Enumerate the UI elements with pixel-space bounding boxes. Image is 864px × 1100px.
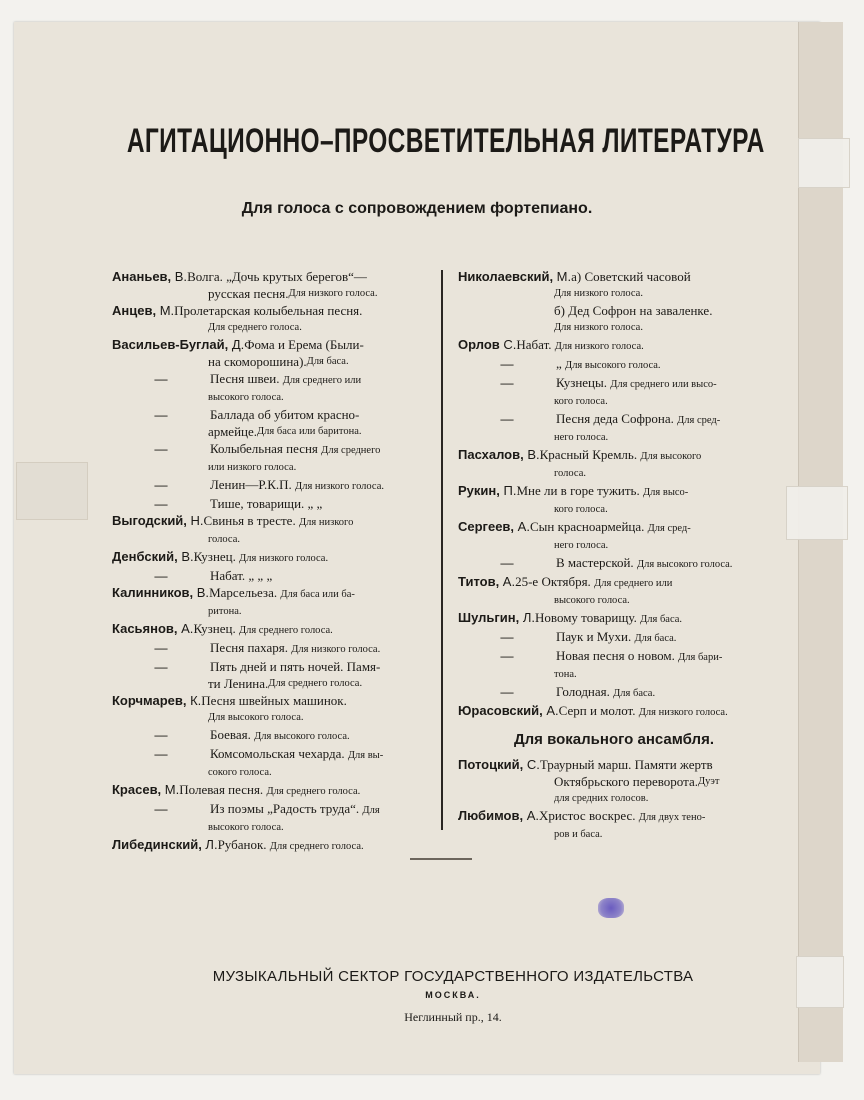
entry-line	[458, 628, 770, 647]
work-title: Рубанок.	[217, 837, 270, 852]
composer-initial: В.	[196, 585, 210, 600]
voice-note: Для низкого голоса.	[554, 288, 643, 299]
entry-line	[112, 603, 440, 620]
ditto-dash: —	[500, 648, 514, 663]
entry-line	[112, 584, 440, 603]
voice-note: Для высокого голоса.	[636, 559, 733, 570]
entry-line	[112, 353, 440, 370]
catalog-entry-continued	[112, 726, 440, 745]
composer-name: Любимов, А.	[458, 808, 539, 823]
catalog-entry	[458, 482, 770, 518]
work-title: Набат.	[516, 337, 555, 352]
entry-line	[458, 429, 770, 446]
voice-note: Для среднего голоса.	[208, 322, 302, 333]
page-subtitle: Для голоса с сопровождением фортепиано.	[241, 200, 593, 217]
composer-initial: А.	[526, 808, 539, 823]
work-title: Новому товарищу.	[535, 610, 641, 625]
entry-line	[458, 807, 770, 826]
work-title: Тише, товарищи. „ „	[210, 496, 323, 511]
ensemble-heading: Для вокального ансамбля.	[513, 731, 715, 748]
composer-initial: П.	[503, 483, 517, 498]
entry-line	[112, 285, 440, 302]
work-title: Набат. „ „ „	[210, 568, 273, 583]
voice-note: сокого голоса.	[208, 767, 272, 778]
catalog-entry-continued	[458, 628, 770, 647]
voice-note: Для баса или баритона.	[257, 426, 362, 437]
composer-initial: Н.	[190, 513, 204, 528]
composer-name: Орлов С.	[458, 337, 517, 352]
work-title: Баллада об убитом красно-	[210, 407, 360, 422]
ditto-dash: —	[154, 727, 168, 742]
work-title: Песня деда Софрона.	[556, 411, 678, 426]
composer-initial: А.	[517, 519, 530, 534]
catalog-entry-continued	[112, 567, 440, 584]
catalog-entry-continued	[112, 440, 440, 476]
composer-initial: Л.	[522, 610, 536, 625]
voice-note: Для среднего или	[594, 578, 673, 589]
voice-note: Для среднего или высо-	[610, 379, 717, 390]
tape-strip	[798, 138, 850, 188]
catalog-entry	[112, 512, 440, 548]
catalog-entry	[112, 548, 440, 567]
catalog-entry	[458, 573, 770, 609]
publisher-name: МУЗЫКАЛЬНЫЙ СЕКТОР ГОСУДАРСТВЕННОГО ИЗДАТЕЛЬСТВА	[212, 968, 694, 985]
ditto-dash: —	[500, 411, 514, 426]
voice-note: Для низкого голоса.	[291, 644, 381, 655]
entry-line	[112, 476, 440, 495]
entry-line	[112, 819, 440, 836]
voice-note: Для бари-	[678, 652, 723, 663]
voice-note: Для низкого голоса.	[554, 341, 644, 352]
work-title: Волга. „Дочь крутых берегов“—	[187, 269, 367, 284]
voice-note: ритона.	[208, 606, 242, 617]
ensemble-list	[458, 756, 770, 843]
work-title: Пролетарская колыбельная песня.	[174, 303, 363, 318]
work-title: Марсельеза.	[209, 585, 281, 600]
voice-note: Для низкого голоса.	[288, 288, 378, 299]
voice-note: Для	[362, 805, 380, 816]
catalog-entry	[112, 781, 440, 800]
catalog-entry	[112, 620, 440, 639]
ditto-dash: —	[154, 441, 168, 456]
voice-note: Для низкого голоса.	[239, 553, 329, 564]
composer-initial: М.	[159, 303, 175, 318]
ditto-dash: —	[500, 684, 514, 699]
catalog-right-column	[458, 268, 770, 843]
work-title: Октябрьского переворота.	[554, 774, 698, 789]
entry-line	[458, 410, 770, 429]
catalog-entry-continued	[458, 554, 770, 573]
composer-name: Выгодский, Н.	[112, 513, 204, 528]
voice-note: высокого голоса.	[208, 392, 284, 403]
voice-note: голоса.	[554, 468, 586, 479]
entry-line	[458, 756, 770, 773]
entry-line	[112, 370, 440, 389]
catalog-entry	[458, 446, 770, 482]
ditto-dash: —	[154, 496, 168, 511]
entry-line	[112, 639, 440, 658]
work-title: Христос воскрес.	[538, 808, 639, 823]
voice-note: Для баса.	[613, 688, 656, 699]
composer-initial: С.	[503, 337, 517, 352]
composer-name: Рукин, П.	[458, 483, 517, 498]
voice-note: для средних голосов.	[554, 793, 649, 804]
composer-initial: В.	[174, 269, 188, 284]
work-title: а) Советский часовой	[571, 269, 691, 284]
voice-note: кого голоса.	[554, 396, 608, 407]
entry-line	[112, 319, 440, 336]
entry-line	[112, 800, 440, 819]
catalog-entry	[458, 807, 770, 843]
voice-note: Для сред-	[677, 415, 721, 426]
voice-note: Для баса.	[640, 614, 683, 625]
catalog-entry-continued	[112, 658, 440, 692]
publisher-address: Неглинный пр., 14.	[404, 1010, 502, 1024]
entry-line	[458, 302, 770, 319]
work-title: Траурный марш. Памяти жертв	[539, 757, 713, 772]
composer-name: Пасхалов, В.	[458, 447, 540, 462]
work-title: Колыбельная песня	[210, 441, 322, 456]
work-title: Из поэмы „Радость труда“.	[210, 801, 363, 816]
entry-line	[458, 592, 770, 609]
composer-initial: Л.	[205, 837, 218, 852]
catalog-entry	[112, 268, 440, 302]
ditto-dash: —	[500, 629, 514, 644]
ditto-dash: —	[154, 801, 168, 816]
voice-note: Для вы-	[347, 750, 384, 761]
page-title: АГИТАЦИОННО–ПРОСВЕТИТЕЛЬНАЯ ЛИТЕРАТУРА	[126, 122, 765, 160]
voice-note: Для низкого голоса.	[638, 707, 728, 718]
composer-name: Сергеев, А.	[458, 519, 530, 534]
voice-note: ров и баса.	[554, 829, 603, 840]
entry-line	[458, 465, 770, 482]
ink-stamp	[598, 898, 624, 918]
entry-line	[458, 537, 770, 554]
composer-name: Корчмарев, К.	[112, 693, 202, 708]
voice-note: Для высокого голоса.	[254, 731, 350, 742]
work-title: Серп и молот.	[558, 703, 639, 718]
work-title: Пять дней и пять ночей. Памя-	[210, 659, 381, 674]
ditto-dash: —	[500, 356, 514, 371]
work-title: В мастерской.	[556, 555, 637, 570]
entry-line	[112, 389, 440, 406]
voice-note: тона.	[554, 669, 577, 680]
ditto-dash: —	[154, 659, 168, 674]
work-title: Полевая песня.	[179, 782, 267, 797]
catalog-entry-continued	[112, 406, 440, 440]
catalog-entry-continued	[458, 355, 770, 374]
voice-note: Для сред-	[647, 523, 691, 534]
entry-line	[458, 702, 770, 721]
catalog-entry	[458, 268, 770, 336]
composer-name: Николаевский, М.	[458, 269, 572, 284]
catalog-entry-continued	[112, 495, 440, 512]
composer-name: Либединский, Л.	[112, 837, 218, 852]
entry-line	[458, 666, 770, 683]
work-title: „	[556, 356, 566, 371]
work-title: Ленин—Р.К.П.	[210, 477, 296, 492]
voice-note: кого голоса.	[554, 504, 608, 515]
entry-line	[458, 826, 770, 843]
ditto-dash: —	[154, 407, 168, 422]
voice-note: него голоса.	[554, 540, 609, 551]
entry-line	[458, 355, 770, 374]
catalog-entry	[458, 518, 770, 554]
entry-line	[112, 745, 440, 764]
composer-initial: А.	[546, 703, 559, 718]
tape-residue	[16, 462, 88, 520]
entry-line	[458, 518, 770, 537]
voice-note: Для баса или ба-	[280, 589, 355, 600]
work-title: Голодная.	[556, 684, 614, 699]
entry-line	[458, 268, 770, 285]
catalog-entry-continued	[112, 800, 440, 836]
ditto-dash: —	[154, 477, 168, 492]
entry-line	[458, 554, 770, 573]
voice-note: голоса.	[208, 534, 240, 545]
entry-line	[112, 781, 440, 800]
entry-line	[458, 285, 770, 302]
voice-note: Для среднего	[321, 445, 381, 456]
entry-line	[458, 647, 770, 666]
composer-initial: М.	[164, 782, 180, 797]
composer-initial: К.	[190, 693, 202, 708]
voice-note: него голоса.	[554, 432, 609, 443]
catalog-entry	[112, 836, 440, 855]
ditto-dash: —	[500, 375, 514, 390]
voice-note: Для двух тено-	[638, 812, 706, 823]
voice-note: Дуэт	[697, 776, 720, 787]
ditto-dash: —	[154, 371, 168, 386]
separator-rule	[410, 858, 472, 860]
composer-name: Денбский, В.	[112, 549, 194, 564]
voice-note: Для среднего голоса.	[238, 625, 333, 636]
ditto-dash: —	[154, 746, 168, 761]
entry-line	[112, 268, 440, 285]
entry-line	[458, 501, 770, 518]
composer-name: Ананьев, В.	[112, 269, 188, 284]
voice-note: Для низкого	[298, 517, 354, 528]
entry-line	[458, 393, 770, 410]
work-title: Мне ли в горе тужить.	[516, 483, 643, 498]
catalog-entry	[458, 336, 770, 355]
voice-note: Для среднего голоса.	[269, 841, 364, 852]
entry-line	[112, 675, 440, 692]
work-title: Кузнец.	[193, 549, 240, 564]
ditto-dash: —	[500, 555, 514, 570]
composer-initial: В.	[181, 549, 194, 564]
entry-line	[458, 446, 770, 465]
entry-line	[112, 423, 440, 440]
composer-name: Калинников, В.	[112, 585, 210, 600]
voice-note: Для среднего или	[282, 375, 362, 386]
voice-note: Для высокого голоса.	[565, 360, 661, 371]
work-title: Паук и Мухи.	[556, 629, 635, 644]
voice-note: или низкого голоса.	[208, 462, 297, 473]
work-title: Новая песня о новом.	[556, 648, 679, 663]
catalog-left-column	[112, 268, 440, 855]
composer-initial: Д.	[231, 337, 245, 352]
entry-line	[112, 459, 440, 476]
work-title: Песня пахаря.	[210, 640, 292, 655]
catalog-entry	[458, 702, 770, 721]
composer-initial: А.	[181, 621, 194, 636]
composer-name: Красев, М.	[112, 782, 180, 797]
voice-note: Для баса.	[634, 633, 677, 644]
voice-note: высокого голоса.	[554, 595, 630, 606]
entry-line	[458, 319, 770, 336]
voice-note: Для низкого голоса.	[554, 322, 643, 333]
publisher-city: МОСКВА.	[425, 990, 481, 1000]
entry-line	[112, 709, 440, 726]
composer-initial: В.	[527, 447, 540, 462]
voice-note: Для баса.	[306, 356, 349, 367]
catalog-entry-continued	[112, 370, 440, 406]
catalog-entry	[458, 609, 770, 628]
work-title: Кузнецы.	[556, 375, 611, 390]
work-title: Кузнец.	[193, 621, 239, 636]
column-divider	[441, 270, 443, 830]
entry-line	[112, 764, 440, 781]
catalog-entry-continued	[458, 683, 770, 702]
work-title: Фома и Ерема (Были-	[244, 337, 364, 352]
work-title: Песня швейных машинок.	[201, 693, 347, 708]
entry-line	[458, 573, 770, 592]
composer-name: Касьянов, А.	[112, 621, 194, 636]
entry-line	[112, 495, 440, 512]
entry-line	[458, 374, 770, 393]
work-title: Свинья в тресте.	[203, 513, 299, 528]
catalog-entry	[112, 584, 440, 620]
work-title: Красный Кремль.	[539, 447, 641, 462]
voice-note: Для высо-	[643, 487, 689, 498]
tape-strip	[786, 486, 848, 540]
composer-name: Шульгин, Л.	[458, 610, 536, 625]
entry-line	[112, 336, 440, 353]
entry-line	[458, 683, 770, 702]
voice-note: Для среднего голоса.	[268, 678, 363, 689]
work-title: б) Дед Софрон на заваленке.	[554, 303, 713, 318]
work-title: Комсомольская чехарда.	[210, 746, 348, 761]
catalog-entry-continued	[112, 639, 440, 658]
catalog-entry-continued	[458, 410, 770, 446]
entry-line	[458, 790, 770, 807]
entry-line	[458, 773, 770, 790]
voice-note: высокого голоса.	[208, 822, 284, 833]
work-title: 25-е Октября.	[515, 574, 595, 589]
entry-line	[112, 726, 440, 745]
work-title: Песня швеи.	[210, 371, 283, 386]
composer-initial: М.	[556, 269, 572, 284]
work-title: русская песня.	[208, 286, 289, 301]
composer-name: Васильев-Буглай, Д.	[112, 337, 245, 352]
work-title: Сын красноармейца.	[529, 519, 648, 534]
entry-line	[112, 567, 440, 584]
work-title: армейце.	[208, 424, 258, 439]
catalog-entry	[112, 692, 440, 726]
voice-note: Для низкого голоса.	[295, 481, 385, 492]
composer-name: Потоцкий, С.	[458, 757, 540, 772]
entry-line	[112, 692, 440, 709]
entry-line	[112, 406, 440, 423]
entry-line	[112, 440, 440, 459]
voice-note: Для высокого голоса.	[208, 712, 304, 723]
work-title: на скоморошина).	[208, 354, 307, 369]
entry-line	[112, 620, 440, 639]
catalog-entry-continued	[458, 374, 770, 410]
entry-line	[112, 302, 440, 319]
catalog-entry-continued	[112, 745, 440, 781]
catalog-entry	[458, 756, 770, 807]
entry-line	[112, 512, 440, 531]
entry-line	[112, 531, 440, 548]
work-title: Боевая.	[210, 727, 255, 742]
composer-initial: С.	[526, 757, 540, 772]
catalog-entry-continued	[112, 476, 440, 495]
composer-name: Титов, А.	[458, 574, 516, 589]
composer-name: Юрасовский, А.	[458, 703, 559, 718]
catalog-entry	[112, 302, 440, 336]
ditto-dash: —	[154, 568, 168, 583]
composer-name: Анцев, М.	[112, 303, 175, 318]
voice-note: Для среднего голоса.	[266, 786, 361, 797]
catalog-entry	[112, 336, 440, 370]
catalog-entry-continued	[458, 647, 770, 683]
catalog-right-list	[458, 268, 770, 721]
voice-note: Для высокого	[640, 451, 702, 462]
composer-initial: А.	[502, 574, 516, 589]
entry-line	[112, 658, 440, 675]
entry-line	[458, 609, 770, 628]
entry-line	[112, 548, 440, 567]
work-title: ти Ленина.	[208, 676, 269, 691]
entry-line	[458, 482, 770, 501]
entry-line	[112, 836, 440, 855]
ditto-dash: —	[154, 640, 168, 655]
entry-line	[458, 336, 770, 355]
